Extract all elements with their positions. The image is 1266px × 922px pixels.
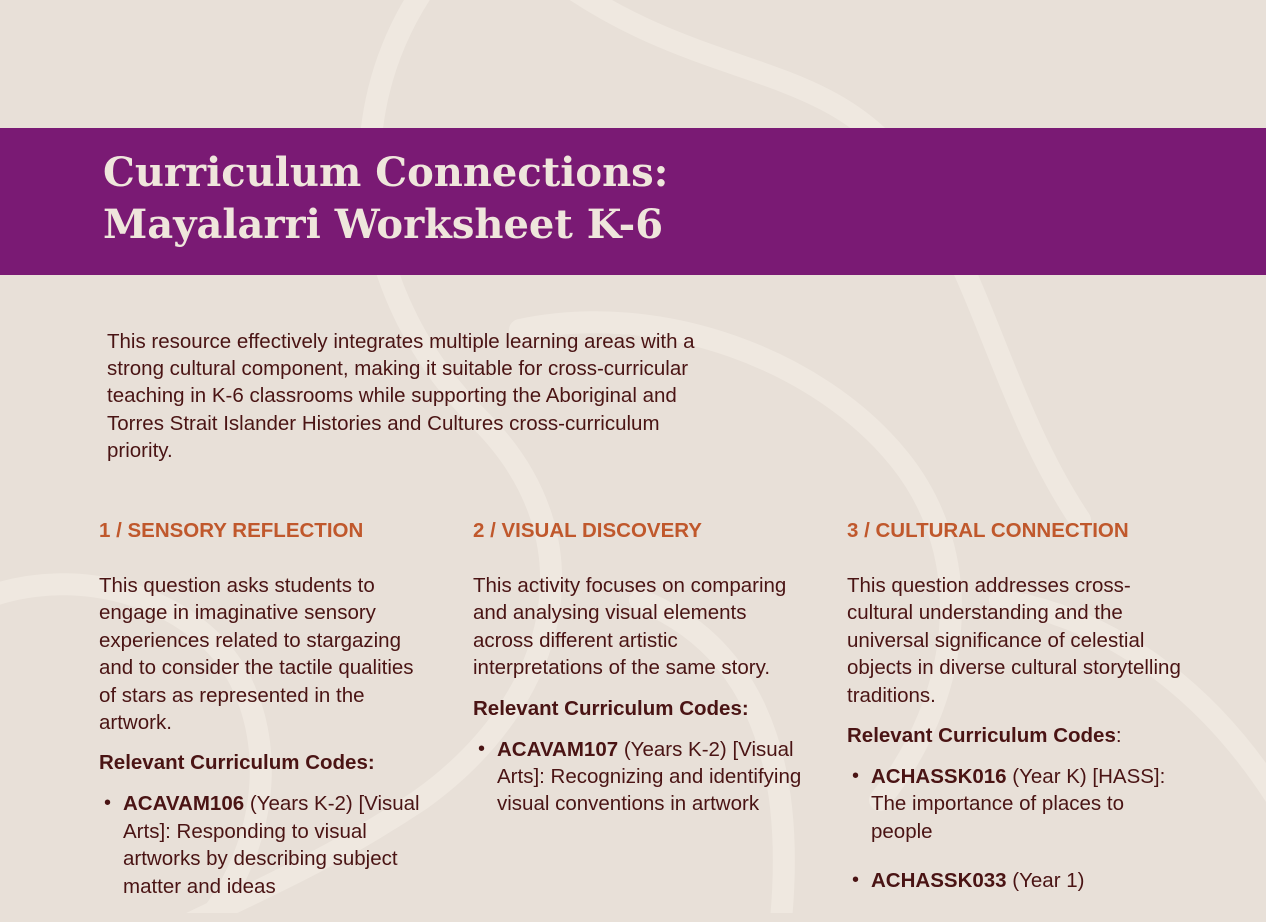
list-item	[99, 790, 429, 900]
curriculum-code: ACAVAM107	[497, 737, 619, 761]
section-description: This question asks students to engage in imaginative sensory experiences related to stargazing and to consider the tactile qualities of stars as represented in the artwork.	[99, 574, 414, 735]
section-sensory-reflection	[99, 517, 429, 922]
section-heading: 3 / CULTURAL CONNECTION	[847, 519, 1129, 542]
section-visual-discovery	[473, 517, 803, 840]
curriculum-code: ACHASSK033	[871, 869, 1007, 893]
page-title	[103, 147, 668, 251]
page-title-line-2: Mayalarri Worksheet K-6	[103, 201, 664, 248]
curriculum-code-description: (Years K-2) [Visual Arts]: Responding to visual artworks by describing subject matter and ideas	[123, 792, 420, 898]
section-heading: 2 / VISUAL DISCOVERY	[473, 519, 702, 542]
curriculum-code-description: (Year 1)	[1006, 869, 1085, 893]
section-description: This activity focuses on comparing and analysing visual elements across different artistic interpretations of the same story.	[473, 574, 787, 680]
curriculum-code: ACAVAM106	[123, 792, 245, 816]
section-description: This question addresses cross-cultural understanding and the universal significance of celestial objects in diverse cultural storytelling traditions.	[847, 574, 1181, 707]
intro-paragraph: This resource effectively integrates multiple learning areas with a strong cultural component, making it suitable for cross-curricular teaching in K-6 classrooms while supporting the Aboriginal and Torres Strait Islander Histories and Cultures cross-curriculum priority.	[107, 330, 695, 462]
list-item	[473, 736, 803, 818]
page-title-line-1: Curriculum Connections:	[103, 149, 669, 196]
section-heading: 1 / SENSORY REFLECTION	[99, 519, 364, 542]
curriculum-code: ACHASSK016	[871, 765, 1007, 789]
codes-heading: Relevant Curriculum Codes:	[99, 751, 375, 775]
curriculum-code-description: (Year K) [HASS]: The importance of places to people	[871, 765, 1166, 843]
codes-list	[99, 790, 429, 900]
codes-heading: Relevant Curriculum Codes:	[473, 696, 749, 720]
codes-list	[473, 736, 803, 818]
codes-list	[847, 763, 1187, 895]
section-cultural-connection	[847, 517, 1187, 917]
list-item	[847, 763, 1187, 845]
curriculum-code-description: (Years K-2) [Visual Arts]: Recognizing and identifying visual conventions in artwork	[497, 737, 802, 816]
list-item	[847, 867, 1187, 894]
codes-heading: Relevant Curriculum Codes:	[847, 724, 1122, 748]
